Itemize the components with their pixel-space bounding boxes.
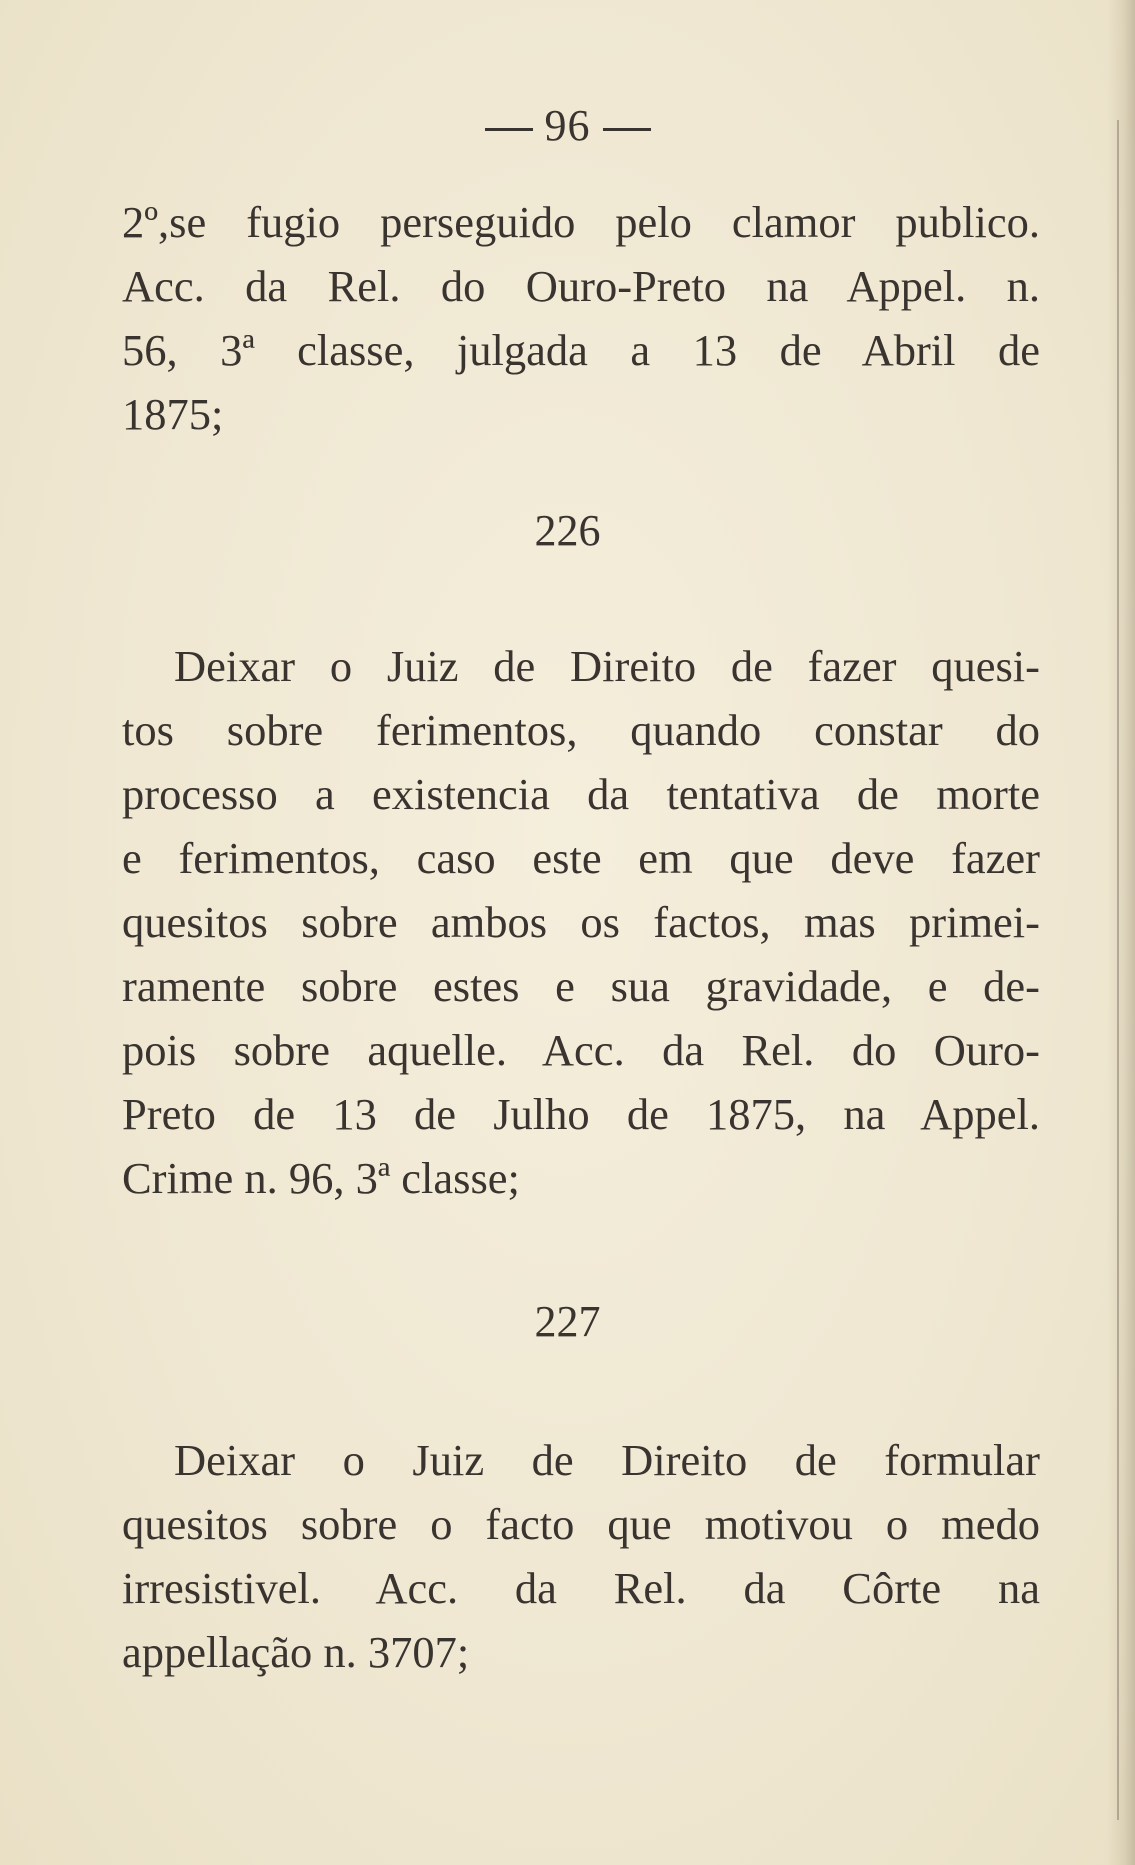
header-dash-left (485, 128, 533, 131)
text-line: tos sobre ferimentos, quando constar do (122, 705, 1040, 755)
page-edge-shadow (1107, 0, 1135, 1865)
section-number: 226 (534, 506, 601, 555)
text-line: 1875; (122, 389, 224, 439)
text-line: pois sobre aquelle. Acc. da Rel. do Ouro- (122, 1025, 1040, 1075)
text-line: 2º,se fugio perseguido pelo clamor publico. (122, 197, 1040, 247)
continuation-paragraph (122, 190, 1040, 446)
section-paragraph (122, 634, 1040, 1210)
text-line: quesitos sobre o facto que motivou o medo (122, 1499, 1040, 1549)
text-line: quesitos sobre ambos os factos, mas primei- (122, 897, 1040, 947)
text-line: Acc. da Rel. do Ouro-Preto na Appel. n. (122, 261, 1040, 311)
text-line: ramente sobre estes e sua gravidade, e de- (122, 961, 1040, 1011)
text-line: appellação n. 3707; (122, 1627, 470, 1677)
text-line: Crime n. 96, 3ª classe; (122, 1153, 520, 1203)
section-number: 227 (534, 1297, 601, 1346)
text-line: e ferimentos, caso este em que deve fazer (122, 833, 1040, 883)
section-paragraph (122, 1428, 1040, 1684)
text-line: irresistivel. Acc. da Rel. da Côrte na (122, 1563, 1040, 1613)
header-dash-right (603, 128, 651, 131)
text-line: 56, 3ª classe, julgada a 13 de Abril de (122, 325, 1040, 375)
text-line: Deixar o Juiz de Direito de formular (174, 1435, 1040, 1485)
page-header (0, 100, 1135, 151)
page-number: 96 (544, 101, 591, 150)
text-line: Deixar o Juiz de Direito de fazer quesi- (174, 641, 1040, 691)
page-edge-line (1117, 120, 1119, 1820)
text-line: Preto de 13 de Julho de 1875, na Appel. (122, 1089, 1040, 1139)
text-line: processo a existencia da tentativa de morte (122, 769, 1040, 819)
